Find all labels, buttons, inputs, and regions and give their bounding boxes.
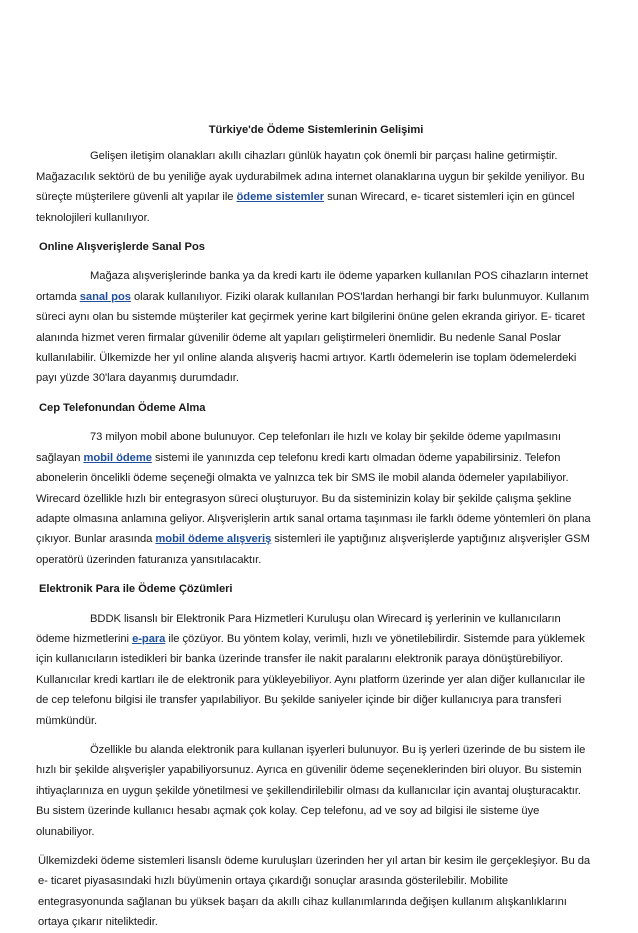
- heading-elektronik-para: Elektronik Para ile Ödeme Çözümleri: [39, 583, 233, 596]
- odeme-sistemler-link[interactable]: ödeme sistemler: [236, 191, 325, 204]
- text-span: 73 milyon mobil abone bulunuyor. Cep telefonları ile hızlı ve kolay bir şekilde ödeme yapılmasını sağlayan: [36, 431, 561, 464]
- e-para-link[interactable]: e-para: [132, 632, 166, 645]
- text-span: sunan Wirecard, e- ticaret sistemleri için en güncel teknolojileri kullanılıyor.: [36, 191, 575, 224]
- text-span: olarak kullanılıyor. Fiziki olarak kullanılan POS'lardan herhangi bir farkı bulunmuyor. Kullanım süreci aynı olan bu sistemde müşteriler kat geçirmek yerine kart bilgilerini önüne gelen ekranda giriyor. E- ticaret alanında hizmet veren firmalar güvenilir ödeme alt yapıları geliştirmeleri önemlidir. Bu nedenle Sanal Poslar kullanılabilir. Ülkemizde her yıl online alanda alışveriş hacmi artıyor. Kartlı ödemelerin ise toplam ödemelerdeki payı yüzde 30'lara dayanmış durumdadır.: [36, 290, 589, 385]
- text-span: BDDK lisanslı bir Elektronik Para Hizmetleri Kuruluşu olan Wirecard iş yerlerinin ve kullanıcıların ödeme hizmetlerini: [36, 612, 561, 645]
- mobil-odeme-link[interactable]: mobil ödeme: [83, 451, 152, 464]
- text-span: sistemleri ile yaptığınız alışverişlerde yaptığınız alışverişler GSM operatörü üzerinden faturanıza yansıtılacaktır.: [36, 533, 590, 566]
- text-span: Mağaza alışverişlerinde banka ya da kredi kartı ile ödeme yaparken kullanılan POS cihazların internet ortamda: [36, 270, 589, 303]
- sanal-pos-paragraph: [36, 266, 596, 388]
- e-para-paragraph: [36, 609, 596, 731]
- heading-sanal-pos: Online Alışverişlerde Sanal Pos: [39, 241, 205, 254]
- mobil-odeme-alisveris-link[interactable]: mobil ödeme alışveriş: [155, 533, 272, 546]
- document-page: [36, 120, 596, 933]
- isyerleri-paragraph: Özellikle bu alanda elektronik para kullanan işyerleri bulunuyor. Bu iş yerleri üzerinde de bu sistem ile hızlı bir şekilde alışverişler yapabiliyorsunuz. Ayrıca en güvenilir ödeme seçeneklerinden biri oluyor. Bu sistemin ihtiyaçlarınıza en uygun şekilde yönetilmesi ve şekillendirilebilir olması da kullanıcılar için avantaj oluşturacaktır. Bu sistem üzerinde kullanıcı hesabı açmak çok kolay. Cep telefonu, ad ve soy ad bilgisi ile sisteme üye olunabiliyor.: [36, 743, 586, 838]
- mobil-odeme-paragraph: [36, 427, 596, 570]
- text-span: ile çözüyor. Bu yöntem kolay, verimli, hızlı ve yönetilebilirdir. Sistemde para yüklemek için kullanıcıların istedikleri bir banka üzerinde transfer ile nakit paralarını elektronik paraya dönüştürebiliyor. Kullanıcılar kredi kartları ile de elektronik para yükleyebiliyor. Aynı platform üzerinde yer alan diğer kullanıcılar ile de cep telefonu bilgisi ile transfer yapılabiliyor. Bu şekilde saniyeler içinde bir diğer kullanıcıya para transferi mümkündür.: [36, 632, 586, 727]
- document-title: Türkiye'de Ödeme Sistemlerinin Gelişimi: [208, 124, 424, 136]
- closing-paragraph: Ülkemizdeki ödeme sistemleri lisanslı ödeme kuruluşları üzerinden her yıl artan bir kesim ile gerçekleşiyor. Bu da e- ticaret piyasasındaki hızlı büyümenin ortaya çıkardığı sonuçlar arasında gösterilebilir. Mobilite entegrasyonunda sağlanan bu yüksek başarı da akıllı cihaz kullanımlarında değişen kullanım alışkanlıklarını ortaya çıkarır niteliktedir.: [38, 855, 591, 929]
- heading-cep-telefonu: Cep Telefonundan Ödeme Alma: [39, 401, 206, 414]
- intro-paragraph: [36, 146, 596, 228]
- text-span: sistemi ile yanınızda cep telefonu kredi kartı olmadan ödeme yapabilirsiniz. Telefon abonelerin öncelikli ödeme seçeneği olmakta ve yalnızca tek bir SMS ile mobil alanda ödemeler yapılabiliyor. Wirecard özellikle hızlı bir entegrasyon süreci oluşturuyor. Bu da sisteminizin kolay bir şekilde çalışma şekline adapte olmasına anlamına geliyor. Alışverişlerin artık sanal ortama taşınması ile farklı ödeme yöntemleri ön plana çıkıyor. Bunlar arasında: [36, 451, 591, 546]
- sanal-pos-link[interactable]: sanal pos: [79, 290, 131, 303]
- text-span: Gelişen iletişim olanakları akıllı cihazları günlük hayatın çok önemli bir parçası haline getirmiştir. Mağazacılık sektörü de bu yeniliğe ayak uydurabilmek adına internet olanaklarına uygun bir şekilde yeniliyor. Bu süreçte müşterilere güvenli alt yapılar ile: [36, 150, 585, 204]
